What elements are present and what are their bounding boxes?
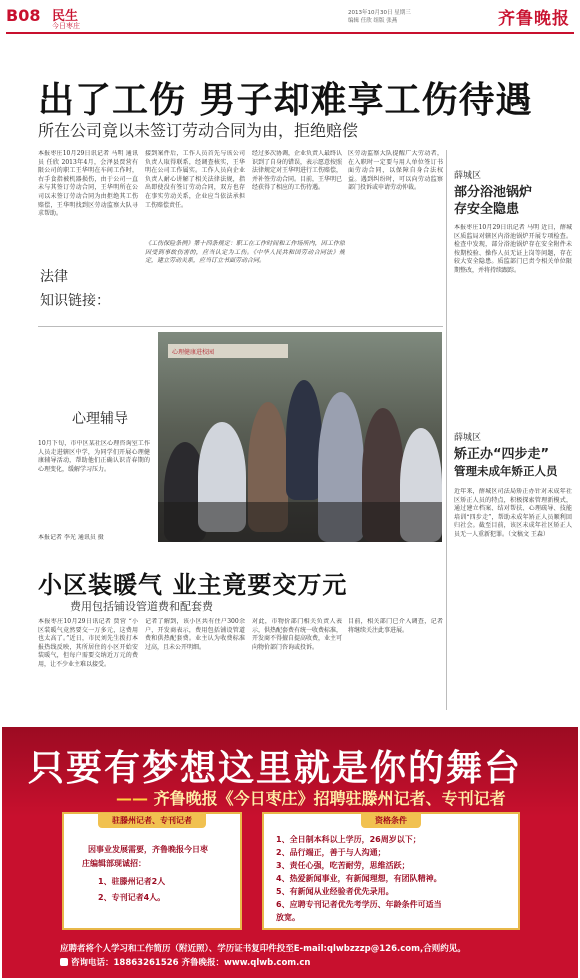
ad-req-line: 3、责任心强，吃苦耐劳，思维活跃； (276, 861, 410, 870)
right-title-2-line2: 管理未成年矫正人员 (454, 464, 558, 478)
right-text-1: 本报枣庄10月29日讯记者 马明 近日，薛城区质监局对辖区内浴池锅炉开展专项检查。检查中发现，部分浴池锅炉存在安全附件未按期校验、操作人员无证上岗等问题，存在较大安全隐患。质监部门已责令相关单位限期整改，并将持续跟踪。 (454, 224, 572, 274)
photo-image (158, 332, 442, 542)
ad-footer-phone (60, 956, 310, 968)
ad-right-box (262, 812, 520, 930)
right-tag-2: 薛城区 (454, 433, 482, 443)
story1-subhead: 所在公司竟以未签订劳动合同为由，拒绝赔偿 (38, 121, 359, 140)
ad-subtitle (116, 786, 506, 809)
story2-col2: 记者了解到，该小区共有住户300余户，开发商表示，费用包括铺设管道费和供热配套费。业主认为收费标准过高，且未公开明细。 (145, 618, 245, 651)
story2-col3: 对此，市物价部门相关负责人表示，供热配套费有统一收费标准，开发商不得擅自提高收费，业主可向物价部门咨询或投诉。 (252, 618, 342, 651)
story1-col3: 经过多次协调，企业负责人最终认识到了自身的错误，表示愿意按照法律规定对王华明进行工伤赔偿，并补签劳动合同。目前，王华明已经获得了相应的工伤待遇。 (252, 150, 342, 192)
ad-sub-text: 齐鲁晚报《今日枣庄》招聘驻滕州记者、专刊记者 (153, 789, 506, 808)
dateline (348, 9, 478, 25)
ad-left-line: 因事业发展需要，齐鲁晚报今日枣 (88, 845, 208, 854)
ad-req-line: 1、全日制本科以上学历，26周岁以下； (276, 835, 421, 844)
right-title-2-line1: 矫正办“四步走” (454, 447, 550, 462)
ad-footer-email: 应聘者将个人学习和工作简历（附近照）、学历证书复印件投至E-mail:qlwbzzzp@126.com,合则约见。 (60, 944, 466, 954)
dateline-date: 2013年10月30日 星期三 (348, 10, 411, 16)
law-title-2: 知识链接： (40, 293, 110, 309)
ad-left-line: 2、专刊记者4人。 (98, 893, 166, 902)
ad-req-line: 6、应聘专刊记者优先考学历、年龄条件可适当 (276, 900, 442, 909)
ad-req-line: 4、热爱新闻事业，有新闻理想，有团队精神。 (276, 874, 442, 883)
law-text: 《工伤保险条例》第十四条规定：职工在工作时间和工作场所内，因工作原因受到事故伤害的，应当认定为工伤。《中华人民共和国劳动合同法》规定，建立劳动关系，应当订立书面劳动合同。 (145, 240, 345, 265)
ad-title: 只要有梦想这里就是你的舞台 (28, 748, 523, 789)
ad-left-box-head: 驻滕州记者、专刊记者 (98, 813, 206, 828)
ad-left-line: 庄编辑部现诚招： (82, 859, 146, 868)
law-title-1: 法律 (40, 269, 68, 285)
ad-footer-phone-text: 咨询电话：18863261526 齐鲁晚报：www.qlwb.com.cn (71, 958, 311, 968)
masthead (6, 4, 574, 34)
right-title-1-line2: 存安全隐患 (454, 202, 520, 217)
phone-icon (60, 958, 68, 966)
section-name: 民生 (52, 9, 79, 24)
ad-req-line: 放宽。 (276, 913, 300, 922)
story1-col1: 本报枣庄10月29日讯记者 马明 通讯员 任欣 2013年4月，会泽县贾营有限公司的职工王华明在车间工作时，右手食指被机器损伤，由于公司一直未与其签订劳动合同，王华明所在公司以未签订劳动合同为由拒绝其工伤赔偿，王华明找到区劳动监察大队寻求帮助。 (38, 150, 138, 218)
ad-left-box (62, 812, 242, 930)
counsel-caption: 本报记者 李光 通讯员 摄 (38, 534, 104, 541)
story1-col2: 接到案件后，工作人员首先与该公司负责人取得联系，经调查核实，王华明在公司工作属实。工作人员向企业负责人耐心讲解了相关法律法规，指出即使没有签订劳动合同，双方也存在事实劳动关系，企业应当依法承担工伤赔偿责任。 (145, 150, 245, 209)
story2-headline: 小区装暖气 业主竟要交万元 (38, 571, 348, 599)
story1-col4: 区劳动监察大队提醒广大劳动者，在入职时一定要与用人单位签订书面劳动合同，以保障自身合法权益。遇到纠纷时，可以向劳动监察部门投诉或申请劳动仲裁。 (348, 150, 443, 192)
right-tag-1: 薛城区 (454, 171, 482, 181)
ad-left-line: 1、驻滕州记者2人 (98, 877, 166, 886)
story1-headline: 出了工伤 男子却难享工伤待遇 (38, 80, 533, 121)
ad-sub-arrow: —— (116, 789, 148, 808)
story2-subhead: 费用包括铺设管道费和配套费 (70, 600, 213, 613)
right-title-1-line1: 部分浴池锅炉 (454, 185, 533, 200)
story2-col1: 本报枣庄10月29日讯记者 贾营 “小区装暖气竟然要交一万多元，这费用也太高了。”近日，市民刘先生拨打本报热线反映，其所居住的小区开始安装暖气，但每户需要交纳近万元的费用，让不少业主难以接受。 (38, 618, 138, 668)
ad-req-line: 5、有新闻从业经验者优先录用。 (276, 887, 394, 896)
ad-right-box-head: 资格条件 (361, 813, 421, 828)
section-sub: 今日枣庄 (52, 22, 80, 30)
counsel-title: 心理辅导 (72, 411, 128, 427)
story2-col4: 目前，相关部门已介入调查，记者将继续关注此事进展。 (348, 618, 443, 634)
ad-req-line: 2、品行端正，善于与人沟通； (276, 848, 386, 857)
page-code: B08 (6, 6, 41, 25)
brand-logo: 齐鲁晚报 (498, 9, 570, 29)
photo-banner: 心理健康进校园 (168, 344, 288, 358)
dateline-editors: 编辑 任欣 组版 张燕 (348, 18, 398, 24)
divider (38, 326, 443, 327)
right-text-2: 近年来，薛城区司法局矫正办针对未成年社区矫正人员的特点，积极探索管理新模式，通过建立档案、结对帮扶、心理疏导、技能培训“四步走”，帮助未成年矫正人员顺利回归社会。截至目前，该区未成年社区矫正人员无一人重新犯罪。（文稿文 王森） (454, 488, 572, 538)
counsel-text: 10月下旬，市中区某社区心理咨询室工作人员走进辖区中学，为同学们开展心理健康辅导活动，帮助他们正确认识青春期的心理变化，缓解学习压力。 (38, 440, 150, 473)
